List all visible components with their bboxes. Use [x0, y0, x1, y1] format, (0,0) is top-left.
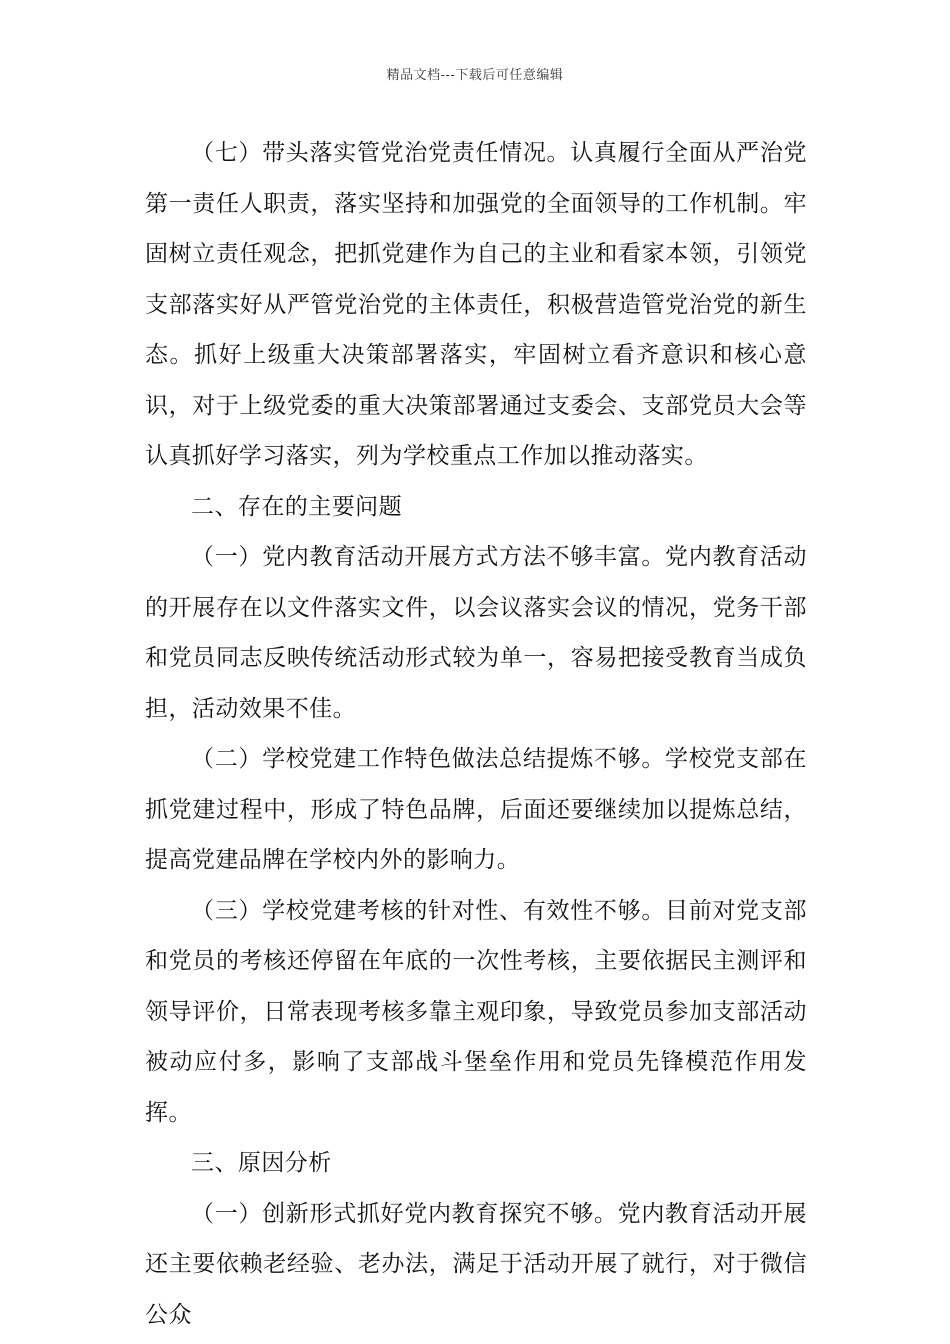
- page-header: 精品文档---下载后可任意编辑: [386, 68, 564, 83]
- paragraph-problem-1: （一）党内教育活动开展方式方法不够丰富。党内教育活动的开展存在以文件落实文件，以会议落实会议的情况，党务干部和党员同志反映传统活动形式较为单一，容易把接受教育当成负担，活动效果不佳。: [145, 544, 807, 722]
- section-heading-causes: 三、原因分析: [191, 1150, 332, 1176]
- paragraph-responsibility: （七）带头落实管党治党责任情况。认真履行全面从严治党第一责任人职责，落实坚持和加强党的全面领导的工作机制。牢固树立责任观念，把抓党建作为自己的主业和看家本领，引领党支部落实好从严管党治党的主体责任，积极营造管党治党的新生态。抓好上级重大决策部署落实，牢固树立看齐意识和核心意识，对于上级党委的重大决策部署通过支委会、支部党员大会等认真抓好学习落实，列为学校重点工作加以推动落实。: [145, 140, 807, 469]
- paragraph-problem-3: （三）学校党建考核的针对性、有效性不够。目前对党支部和党员的考核还停留在年底的一次性考核，主要依据民主测评和领导评价，日常表现考核多靠主观印象，导致党员参加支部活动被动应付多，影响了支部战斗堡垒作用和党员先锋模范作用发挥。: [145, 897, 807, 1126]
- paragraph-cause-1: （一）创新形式抓好党内教育探究不够。党内教育活动开展还主要依赖老经验、老办法，满足于活动开展了就行，对于微信公众: [145, 1200, 807, 1328]
- document-body: [145, 128, 807, 1340]
- section-heading-problems: 二、存在的主要问题: [191, 493, 403, 520]
- paragraph-problem-2: （二）学校党建工作特色做法总结提炼不够。学校党支部在抓党建过程中，形成了特色品牌，后面还要继续加以提炼总结，提高党建品牌在学校内外的影响力。: [145, 746, 807, 873]
